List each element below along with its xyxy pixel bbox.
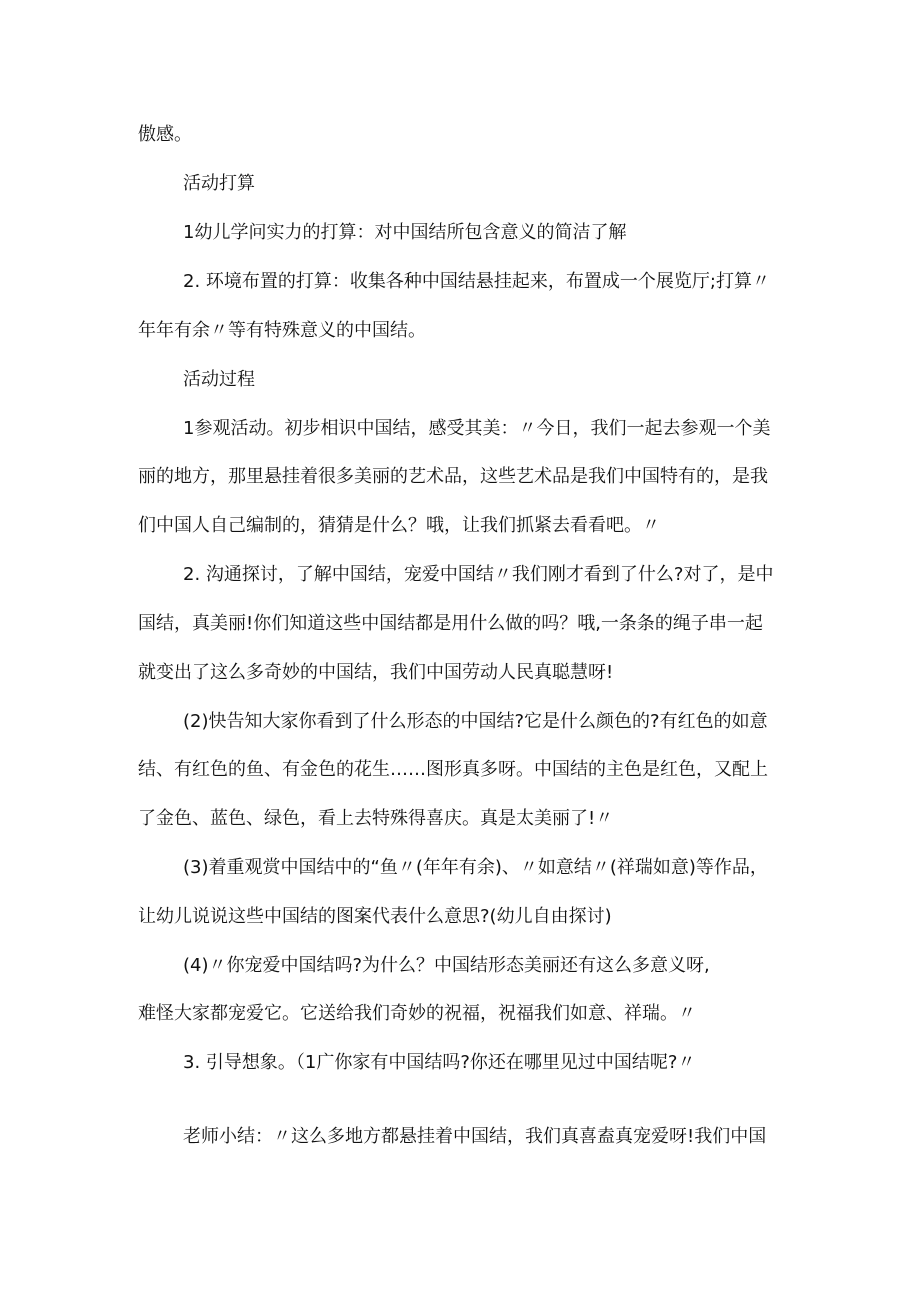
text-line: 让幼儿说说这些中国结的图案代表什么意思?(幼儿自由探讨): [138, 906, 612, 927]
section-heading: 活动打算: [183, 173, 255, 194]
text-line: 2. 环境布置的打算：收集各种中国结悬挂起来，布置成一个展览厅;打算〃: [183, 271, 770, 292]
text-line: 了金色、蓝色、绿色，看上去特殊得喜庆。真是太美丽了!〃: [138, 808, 614, 829]
text-line: 国结，真美丽!你们知道这些中国结都是用什么做的吗？哦,一条条的绳子串一起: [138, 613, 763, 634]
text-line: (2)快告知大家你看到了什么形态的中国结?它是什么颜色的?有红色的如意: [183, 711, 768, 732]
text-line: (4)〃你宠爱中国结吗?为什么？中国结形态美丽还有这么多意义呀,: [183, 955, 710, 976]
text-line: 老师小结：〃这么多地方都悬挂着中国结，我们真喜盍真宠爱呀!我们中国: [183, 1126, 767, 1147]
text-line: 丽的地方，那里悬挂着很多美丽的艺术品，这些艺术品是我们中国特有的，是我: [138, 466, 768, 487]
text-line: 难怪大家都宠爱它。它送给我们奇妙的祝福，祝福我们如意、祥瑞。〃: [138, 1003, 696, 1024]
text-line: 结、有红色的鱼、有金色的花生……图形真多呀。中国结的主色是红色，又配上: [138, 759, 768, 780]
text-line: (3)着重观赏中国结中的“鱼〃(年年有余)、〃如意结〃(祥瑞如意)等作品，: [183, 857, 768, 878]
text-line: 2. 沟通探讨，了解中国结，宠爱中国结〃我们刚才看到了什么?对了，是中: [183, 564, 774, 585]
section-heading: 活动过程: [183, 369, 255, 390]
text-line: 们中国人自己编制的，猜猜是什么？哦，让我们抓紧去看看吧。〃: [138, 515, 660, 536]
text-line: 就变出了这么多奇妙的中国结，我们中国劳动人民真聪慧呀!: [138, 662, 614, 683]
text-line: 傲感。: [138, 124, 192, 145]
text-line: 1参观活动。初步相识中国结，感受其美：〃今日，我们一起去参观一个美: [183, 418, 771, 439]
text-line: 3. 引导想象。（1广你家有中国结吗?你还在哪里见过中国结呢?〃: [183, 1052, 696, 1073]
text-line: 年年有余〃等有特殊意义的中国结。: [138, 320, 426, 341]
text-line: 1幼儿学问实力的打算：对中国结所包含意义的简洁了解: [183, 222, 627, 243]
